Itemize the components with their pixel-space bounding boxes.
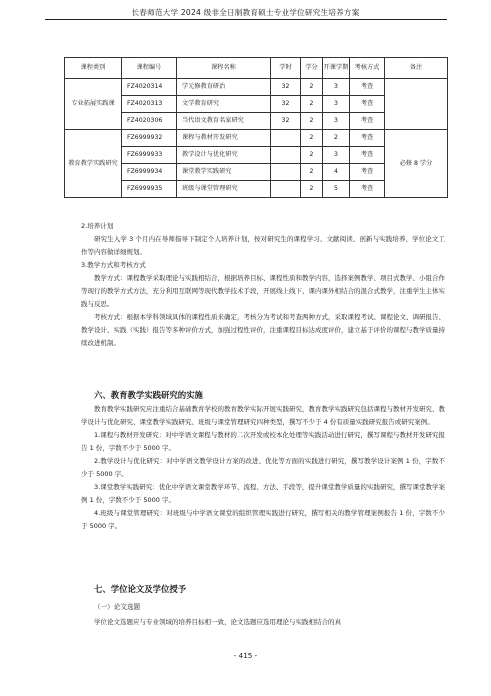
paragraph: 教育教学实践研究应注重结合基础教育学校的教育教学实际开展实践研究，教育教学实践研究包括课程与教材开发研究、教学设计与优化研究、课堂教学实践研究、班级与课堂管理研究四种类型，撰写不少于 4 份有质量实践研究报告或研究案例。	[81, 405, 445, 426]
paragraph: 学位论文选题应与专业领域的培养目标相一致，论文选题应选用理论与实践相结合的真	[94, 618, 341, 626]
table-header-row	[65, 58, 448, 79]
course-name: 文学教育研究	[177, 96, 271, 113]
course-credits: 2	[301, 96, 323, 113]
page-number: - 415 -	[233, 651, 258, 660]
course-hours: 32	[271, 113, 301, 130]
course-semester: 3	[323, 79, 350, 96]
column-header: 考核方式	[350, 58, 385, 79]
course-code: FZ4020306	[122, 113, 177, 130]
table-row	[65, 79, 448, 96]
course-exam: 考查	[350, 181, 385, 198]
course-exam: 考查	[350, 130, 385, 147]
training-plan-block	[81, 220, 445, 350]
course-name: 课堂教学实践研究	[177, 164, 271, 181]
course-credits: 2	[301, 147, 323, 164]
course-credits: 2	[301, 130, 323, 147]
table-row	[65, 130, 448, 147]
course-code: FZ6999934	[122, 164, 177, 181]
course-exam: 考查	[350, 79, 385, 96]
course-hours	[271, 147, 301, 164]
note-cell	[385, 79, 448, 130]
course-credits: 2	[301, 79, 323, 96]
list-item: 1.课程与教材开发研究：对中学语文课程与教材的二次开发或校本化处理等实践活动进行研究，撰写课程与教材开发研究报告 1 份，字数不少于 5000 字。	[81, 431, 445, 452]
course-code: FZ4020313	[122, 96, 177, 113]
course-semester: 3	[323, 113, 350, 130]
course-name: 班级与课堂管理研究	[177, 181, 271, 198]
course-semester: 5	[323, 181, 350, 198]
paragraph: 教学方式：课程教学采取理论与实践相结合，根据培养目标、课程性质和教学内容，选择案例教学、项目式教学、小组合作等现行的教学方式方法，充分利用互联网等现代教学技术手段，开展线上线下、课内课外相结合的混合式教学，注重学生主体实践与反思。	[81, 274, 445, 308]
course-semester: 3	[323, 96, 350, 113]
course-code: FZ6999932	[122, 130, 177, 147]
thesis-topic-block	[81, 616, 445, 629]
column-header: 开课学期	[323, 58, 350, 79]
category-cell: 教育教学实践研究	[65, 130, 122, 198]
course-credits: 2	[301, 113, 323, 130]
course-hours	[271, 130, 301, 147]
course-semester: 3	[323, 147, 350, 164]
course-hours: 32	[271, 96, 301, 113]
section-heading: 六、教育教学实践研究的实施	[94, 390, 203, 400]
course-table	[64, 57, 448, 198]
subsection-title: （一）论文选题	[94, 603, 141, 611]
course-code: FZ6999935	[122, 181, 177, 198]
course-code: FZ4020314	[122, 79, 177, 96]
course-name: 学元修教育研治	[177, 79, 271, 96]
category-cell: 专业拓展实践课	[65, 79, 122, 130]
course-hours: 32	[271, 79, 301, 96]
column-header: 学时	[271, 58, 301, 79]
paragraph: 研究生入学 3 个月内在导师指导下制定个人培养计划，按对研究生的课程学习、文献阅读、创新与实践培养、学位论文工作等内容做详细规划。	[81, 235, 445, 256]
column-header: 课程名称	[177, 58, 271, 79]
course-exam: 考查	[350, 164, 385, 181]
list-item: 2.教学设计与优化研究：对中学语文教学设计方案的改进、优化等方面的实践进行研究，撰写教学设计案例 1 份，字数不少于 5000 字。	[81, 457, 445, 478]
course-semester: 4	[323, 164, 350, 181]
course-name: 课程与教材开发研究	[177, 130, 271, 147]
list-item: 3.课堂教学实践研究：优化中学语文课堂教学环节、流程、方法、手段等，提升课堂教学质量的实践研究，撰写课堂教学案例 1 份，字数不少于 5000 字。	[81, 483, 445, 504]
list-item: 4.班级与课堂管理研究：对班级与中学语文课堂的组织管理实践进行研究，撰写相关的教学管理案例报告 1 份，字数不少于 5000 字。	[81, 509, 445, 530]
course-exam: 考查	[350, 147, 385, 164]
paragraph: 考核方式：根据本学科领域具体的课程性质来确定，考核分为考试和考查两种方式，采取课程考试、课程论文、调研报告、教学设计、实践（实践）报告等多种评价方式，加强过程性评价，注重课程目标达成度评价，建立基于评价的课程与教学质量持续改进机制。	[81, 313, 445, 347]
page-header: 长春师范大学 2024 级非全日制教育硕士专业学位研究生培养方案	[131, 8, 360, 17]
practice-research-block	[81, 403, 445, 533]
course-code: FZ6999933	[122, 147, 177, 164]
course-exam: 考查	[350, 113, 385, 130]
course-name: 教学设计与优化研究	[177, 147, 271, 164]
column-header: 备注	[385, 58, 448, 79]
column-header: 学分	[301, 58, 323, 79]
course-exam: 考查	[350, 96, 385, 113]
column-header: 课程编号	[122, 58, 177, 79]
course-hours	[271, 164, 301, 181]
course-hours	[271, 181, 301, 198]
section-heading: 七、学位论文及学位授予	[94, 584, 187, 594]
header-rule	[45, 19, 447, 20]
course-name: 当代语文教育名家研究	[177, 113, 271, 130]
subsection-title: 3.教学方式和考核方式	[81, 261, 146, 269]
note-cell: 必修 8 学分	[385, 130, 448, 198]
course-credits: 2	[301, 164, 323, 181]
subsection-title: 2.培养计划	[81, 222, 114, 230]
course-semester: 2	[323, 130, 350, 147]
column-header: 课程类别	[65, 58, 122, 79]
course-credits: 2	[301, 181, 323, 198]
